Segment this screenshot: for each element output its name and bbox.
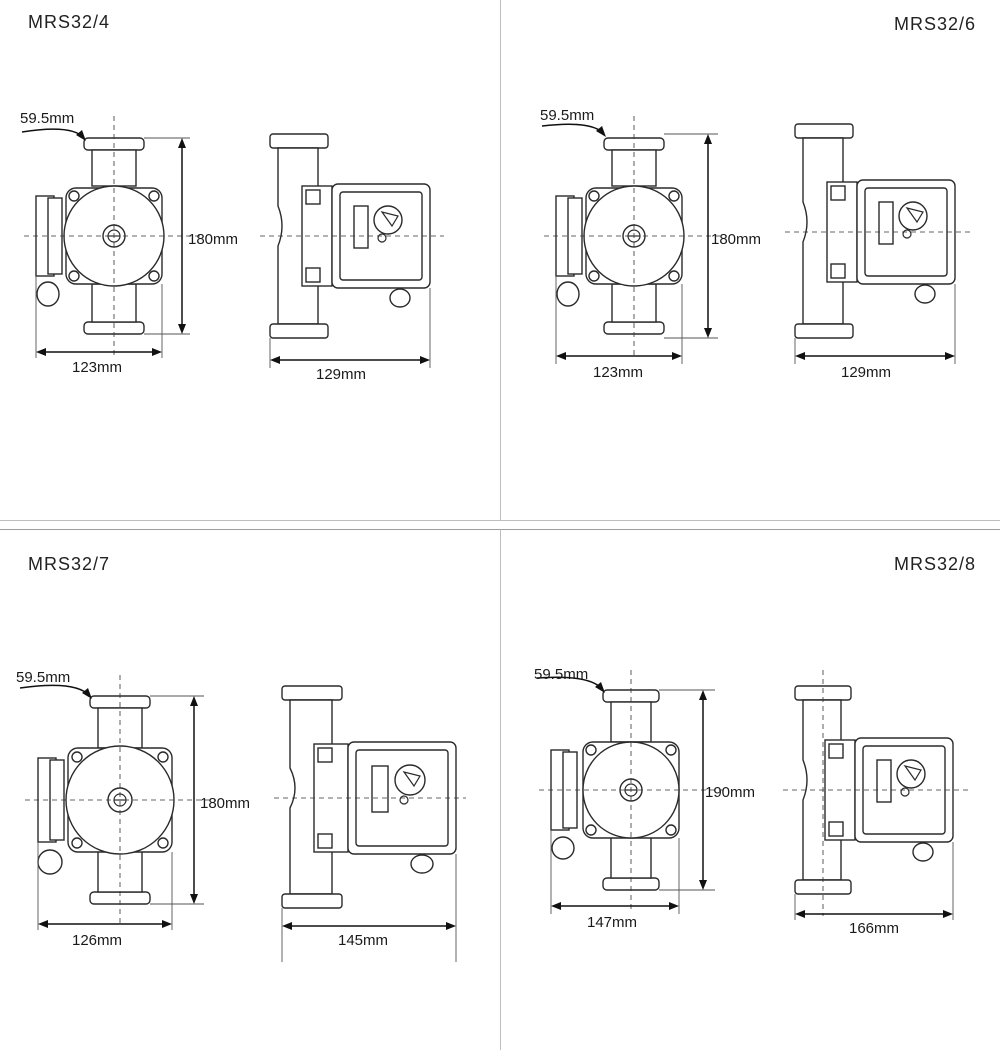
pipe-diameter-label: 59.5mm: [20, 110, 75, 127]
front-view: [542, 116, 724, 364]
front-view: [22, 116, 204, 358]
pipe-diameter-label: 59.5mm: [16, 669, 71, 686]
pipe-diameter-label: 59.5mm: [534, 666, 589, 683]
front-view: [20, 675, 215, 930]
side-view: [260, 134, 444, 368]
height-label: 180mm: [711, 231, 762, 248]
dimension-drawing: [0, 530, 500, 1050]
model-title: MRS32/6: [893, 14, 976, 34]
cable-gland: [38, 850, 62, 874]
pipe-flange-bottom: [282, 894, 342, 908]
height-label: 180mm: [188, 231, 239, 248]
side-width-label: 145mm: [338, 932, 389, 949]
cable-gland: [557, 282, 579, 306]
pipe-flange-top: [795, 124, 853, 138]
side-view: [274, 686, 466, 962]
cable-gland: [37, 282, 59, 306]
cable-gland: [390, 289, 410, 307]
switch-slot: [879, 202, 893, 244]
panel-mrs32-4: [0, 0, 501, 521]
dimension-drawing: [501, 0, 999, 520]
front-width-label: 123mm: [72, 359, 123, 376]
front-view: [537, 670, 723, 914]
dimension-drawing: [0, 0, 500, 520]
front-width-label: 147mm: [587, 914, 638, 931]
cable-gland: [552, 837, 574, 859]
height-label: 190mm: [705, 784, 756, 801]
panel-mrs32-8: [501, 529, 1000, 1050]
cable-gland: [913, 843, 933, 861]
cable-gland: [915, 285, 935, 303]
model-title: MRS32/7: [28, 554, 111, 574]
front-width-label: 126mm: [72, 932, 123, 949]
model-title: MRS32/4: [28, 12, 111, 32]
dimension-drawing: [501, 530, 999, 1050]
pipe-flange-bottom: [795, 324, 853, 338]
panel-mrs32-6: [501, 0, 1000, 521]
side-width-label: 129mm: [841, 364, 892, 381]
panel-gap: [0, 521, 1000, 529]
switch-slot: [354, 206, 368, 248]
cable-gland: [411, 855, 433, 873]
switch-slot: [877, 760, 891, 802]
pipe-flange-bottom: [270, 324, 328, 338]
side-width-label: 129mm: [316, 366, 367, 383]
pipe-flange-top: [282, 686, 342, 700]
height-label: 180mm: [200, 795, 251, 812]
pipe-flange-top: [270, 134, 328, 148]
panel-mrs32-7: [0, 529, 501, 1050]
front-width-label: 123mm: [593, 364, 644, 381]
model-title: MRS32/8: [893, 554, 976, 574]
pipe-diameter-label: 59.5mm: [540, 107, 595, 124]
side-view: [785, 124, 971, 364]
switch-slot: [372, 766, 388, 812]
side-width-label: 166mm: [849, 920, 900, 937]
side-view: [783, 670, 971, 920]
